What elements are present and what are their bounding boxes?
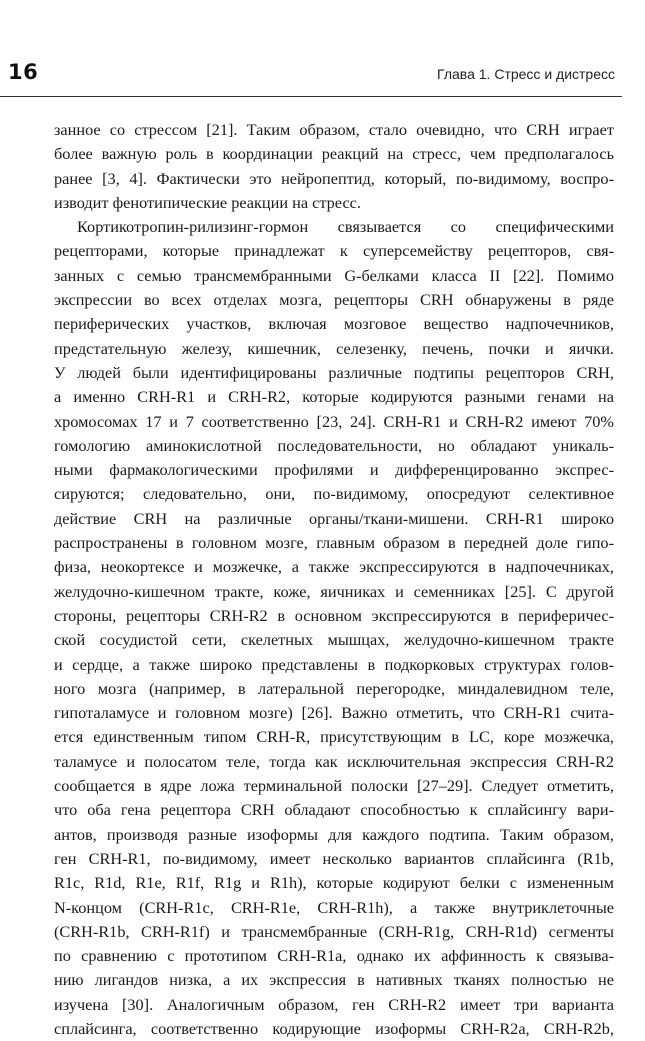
running-head bbox=[437, 66, 615, 82]
text-line: Кортикотропин-рилизинг-гормон связывается со специфическими bbox=[77, 217, 614, 237]
text-line: желудочно-кишечном тракте, коже, яичниках и семенниках [25]. С другой bbox=[54, 581, 614, 601]
text-line: действие CRH на различные органы/ткани-мишени. CRH-R1 широко bbox=[54, 508, 614, 528]
page-number: 16 bbox=[8, 60, 39, 84]
text-line: сообщается в ядре ложа терминальной полоски [27–29]. Следует отметить, bbox=[54, 776, 614, 796]
text-line: по сравнению с прототипом CRH-R1a, однако их аффинность к связыва- bbox=[54, 946, 614, 966]
text-line: изводит фенотипические реакции на стресс. bbox=[54, 192, 361, 212]
text-line: а именно CRH-R1 и CRH-R2, которые кодируются разными генами на bbox=[54, 387, 614, 407]
text-line: ного мозга (например, в латеральной перегородке, миндалевидном теле, bbox=[54, 678, 614, 698]
text-line: N-концом (CRH-R1c, CRH-R1e, CRH-R1h), а также внутриклеточные bbox=[54, 897, 614, 917]
text-line: (CRH-R1b, CRH-R1f) и трансмембранные (CRH-R1g, CRH-R1d) сегменты bbox=[54, 921, 614, 941]
text-line: сируются; следовательно, они, по-видимому, опосредуют селективное bbox=[54, 484, 614, 504]
chapter-topic: Стресс и дистресс bbox=[494, 66, 615, 82]
text-line: более важную роль в координации реакций на стресс, чем предполагалось bbox=[54, 144, 614, 164]
text-line: антов, производя разные изоформы для каждого подтипа. Таким образом, bbox=[54, 824, 614, 844]
text-line: сплайсинга, соответственно кодирующие изоформы CRH-R2a, CRH-R2b, bbox=[54, 1018, 614, 1038]
paragraph bbox=[54, 118, 614, 215]
text-line: распространены в головном мозге, главным образом в передней доле гипо- bbox=[54, 533, 614, 553]
text-line: У людей были идентифицированы различные подтипы рецепторов CRH, bbox=[54, 362, 614, 382]
text-line: ется единственным типом CRH-R, присутствующим в LC, коре мозжечка, bbox=[54, 727, 614, 747]
chapter-label: Глава 1. bbox=[437, 66, 491, 82]
text-line: предстательную железу, кишечник, селезенку, печень, почки и яички. bbox=[54, 338, 614, 358]
text-line: хромосомах 17 и 7 соответственно [23, 24]. CRH-R1 и CRH-R2 имеют 70% bbox=[54, 411, 614, 431]
text-line: физа, неокортексе и мозжечке, а также экспрессируются в надпочечниках, bbox=[54, 557, 614, 577]
text-line: таламусе и полосатом теле, тогда как исключительная экспрессия CRH-R2 bbox=[54, 751, 614, 771]
text-line: рецепторами, которые принадлежат к суперсемейству рецепторов, свя- bbox=[54, 241, 614, 261]
page-header bbox=[0, 58, 645, 96]
text-line: нию лигандов низка, а их экспрессия в нативных тканях полностью не bbox=[54, 970, 614, 990]
header-rule bbox=[0, 96, 622, 97]
text-line: R1c, R1d, R1e, R1f, R1g и R1h), которые кодируют белки с измененным bbox=[54, 873, 614, 893]
text-line: изучена [30]. Аналогичным образом, ген CRH-R2 имеет три варианта bbox=[54, 994, 614, 1014]
text-line: занное со стрессом [21]. Таким образом, стало очевидно, что CRH играет bbox=[54, 120, 614, 139]
text-line: гомологию аминокислотной последовательности, но обладают уникаль- bbox=[54, 435, 614, 455]
text-line: и сердце, а также широко представлены в подкорковых структурах голов- bbox=[54, 654, 614, 674]
text-line: ген CRH-R1, по-видимому, имеет несколько вариантов сплайсинга (R1b, bbox=[54, 848, 614, 868]
text-line: периферических участков, включая мозговое вещество надпочечников, bbox=[54, 314, 614, 334]
body-text bbox=[54, 118, 614, 1041]
text-line: ранее [3, 4]. Фактически это нейропептид, который, по-видимому, воспро- bbox=[54, 168, 614, 188]
text-line: что оба гена рецептора CRH обладают способностью к сплайсингу вари- bbox=[54, 800, 614, 820]
text-line: ными фармакологическими профилями и дифференцированно экспрес- bbox=[54, 460, 614, 480]
text-line: стороны, рецепторы CRH-R2 в основном экспрессируются в периферичес- bbox=[54, 605, 614, 625]
text-line: занных с семью трансмембранными G-белками класса II [22]. Помимо bbox=[54, 265, 614, 285]
text-line: экспрессии во всех отделах мозга, рецепторы CRH обнаружены в ряде bbox=[54, 290, 614, 310]
text-line: ской сосудистой сети, скелетных мышцах, желудочно-кишечном тракте bbox=[54, 630, 614, 650]
paragraph bbox=[54, 215, 614, 1041]
text-line: гипоталамусе и головном мозге) [26]. Важно отметить, что CRH-R1 счита- bbox=[54, 703, 614, 723]
